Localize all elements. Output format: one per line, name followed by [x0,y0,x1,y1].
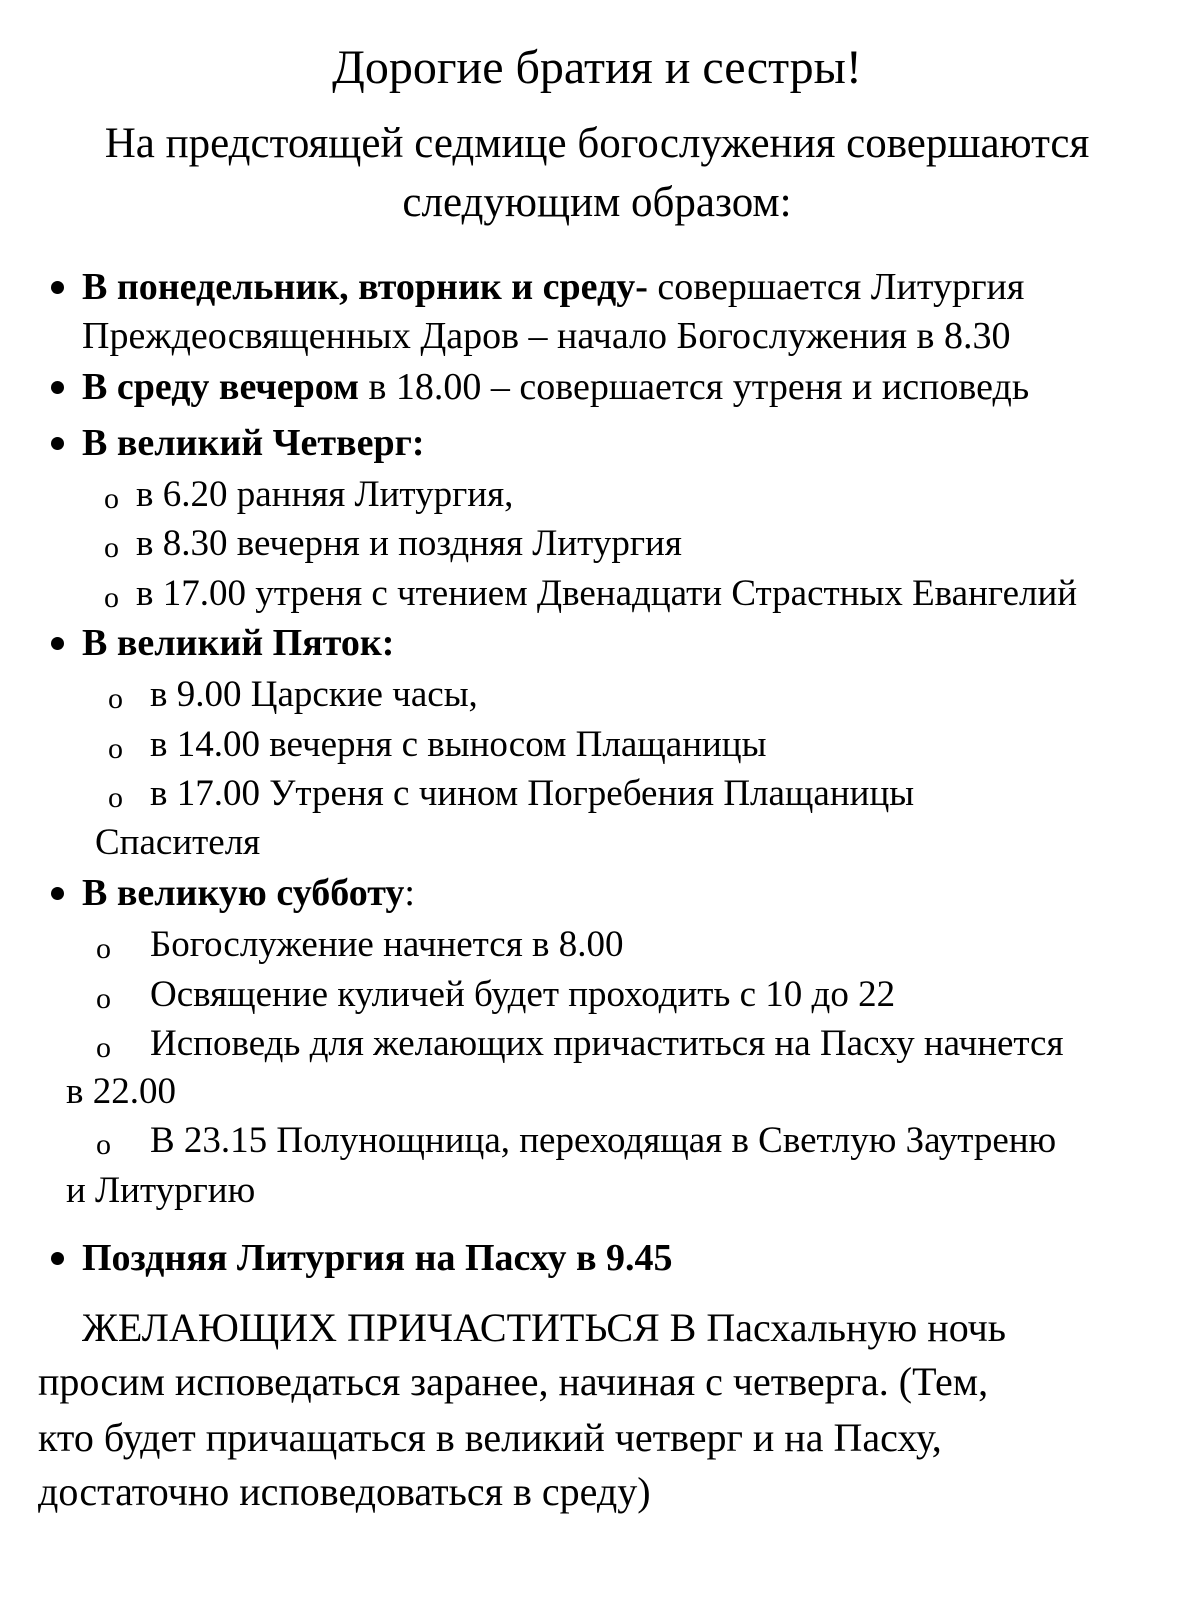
item-colon: : [404,872,415,914]
closing-line-3: кто будет причащаться в великий четверг и на Пасху, [38,1415,942,1460]
circle-bullet-icon: o [104,581,119,614]
circle-bullet-icon: o [96,932,111,965]
circle-bullet-icon: o [108,682,123,715]
bullet-icon [51,381,64,394]
sublist-item-continuation: и Литургию [66,1170,256,1211]
closing-line-4: достаточно исповедоваться в среду) [38,1469,651,1514]
bullet-icon [51,887,64,900]
item-lead: В среду вечером [82,366,359,408]
list-item-easter-liturgy: Поздняя Литургия на Пасху в 9.45 [82,1237,673,1279]
circle-bullet-icon: o [104,482,119,515]
circle-bullet-icon: o [108,781,123,814]
sublist-item: В 23.15 Полунощница, переходящая в Светлую Заутреню [150,1120,1057,1161]
bullet-icon [51,281,64,294]
sublist-item: Исповедь для желающих причаститься на Пасху начнется [150,1023,1064,1064]
sublist-item-continuation: Спасителя [95,822,261,863]
closing-line-1: ЖЕЛАЮЩИХ ПРИЧАСТИТЬСЯ В Пасхальную ночь [82,1305,1007,1350]
item-lead: В великую субботу [82,872,405,914]
list-item-great-saturday [82,874,415,912]
sublist-item: Богослужение начнется в 8.00 [150,924,624,965]
circle-bullet-icon: o [96,1128,111,1161]
intro-line-1: На предстоящей седмице богослужения совершаются [104,120,1090,167]
intro-line-2: следующим образом: [402,179,792,226]
sublist-item: в 9.00 Царские часы, [150,674,478,715]
sublist-item: в 8.30 вечерня и поздняя Литургия [136,523,682,564]
closing-line-2: просим исповедаться заранее, начиная с четверга. (Тем, [38,1359,989,1404]
sublist-item: в 17.00 утреня с чтением Двенадцати Страстных Евангелий [136,573,1078,614]
sublist-item-continuation: в 22.00 [66,1071,176,1112]
bullet-icon [51,637,64,650]
circle-bullet-icon: o [104,531,119,564]
list-item-wed-evening [82,368,1029,406]
list-item-mon-tue-wed [82,268,1024,306]
item-text: совершается Литургия [647,266,1025,308]
page-title: Дорогие братия и сестры! [332,41,862,94]
sublist-item: в 17.00 Утреня с чином Погребения Плащаницы [150,773,915,814]
item-continuation: Преждеосвященных Даров – начало Богослужения в 8.30 [82,315,1011,357]
circle-bullet-icon: o [108,732,123,765]
bullet-icon [51,1252,64,1265]
item-text: в 18.00 – совершается утреня и исповедь [358,366,1030,408]
list-item-great-friday: В великий Пяток: [82,622,395,664]
circle-bullet-icon: o [96,1031,111,1064]
sublist-item: Освящение куличей будет проходить с 10 до 22 [150,974,896,1015]
sublist-item: в 6.20 ранняя Литургия, [136,474,514,515]
bullet-icon [51,437,64,450]
circle-bullet-icon: o [96,982,111,1015]
item-lead: В понедельник, вторник и среду- [82,266,648,308]
list-item-great-thursday: В великий Четверг: [82,422,425,464]
sublist-item: в 14.00 вечерня с выносом Плащаницы [150,724,767,765]
